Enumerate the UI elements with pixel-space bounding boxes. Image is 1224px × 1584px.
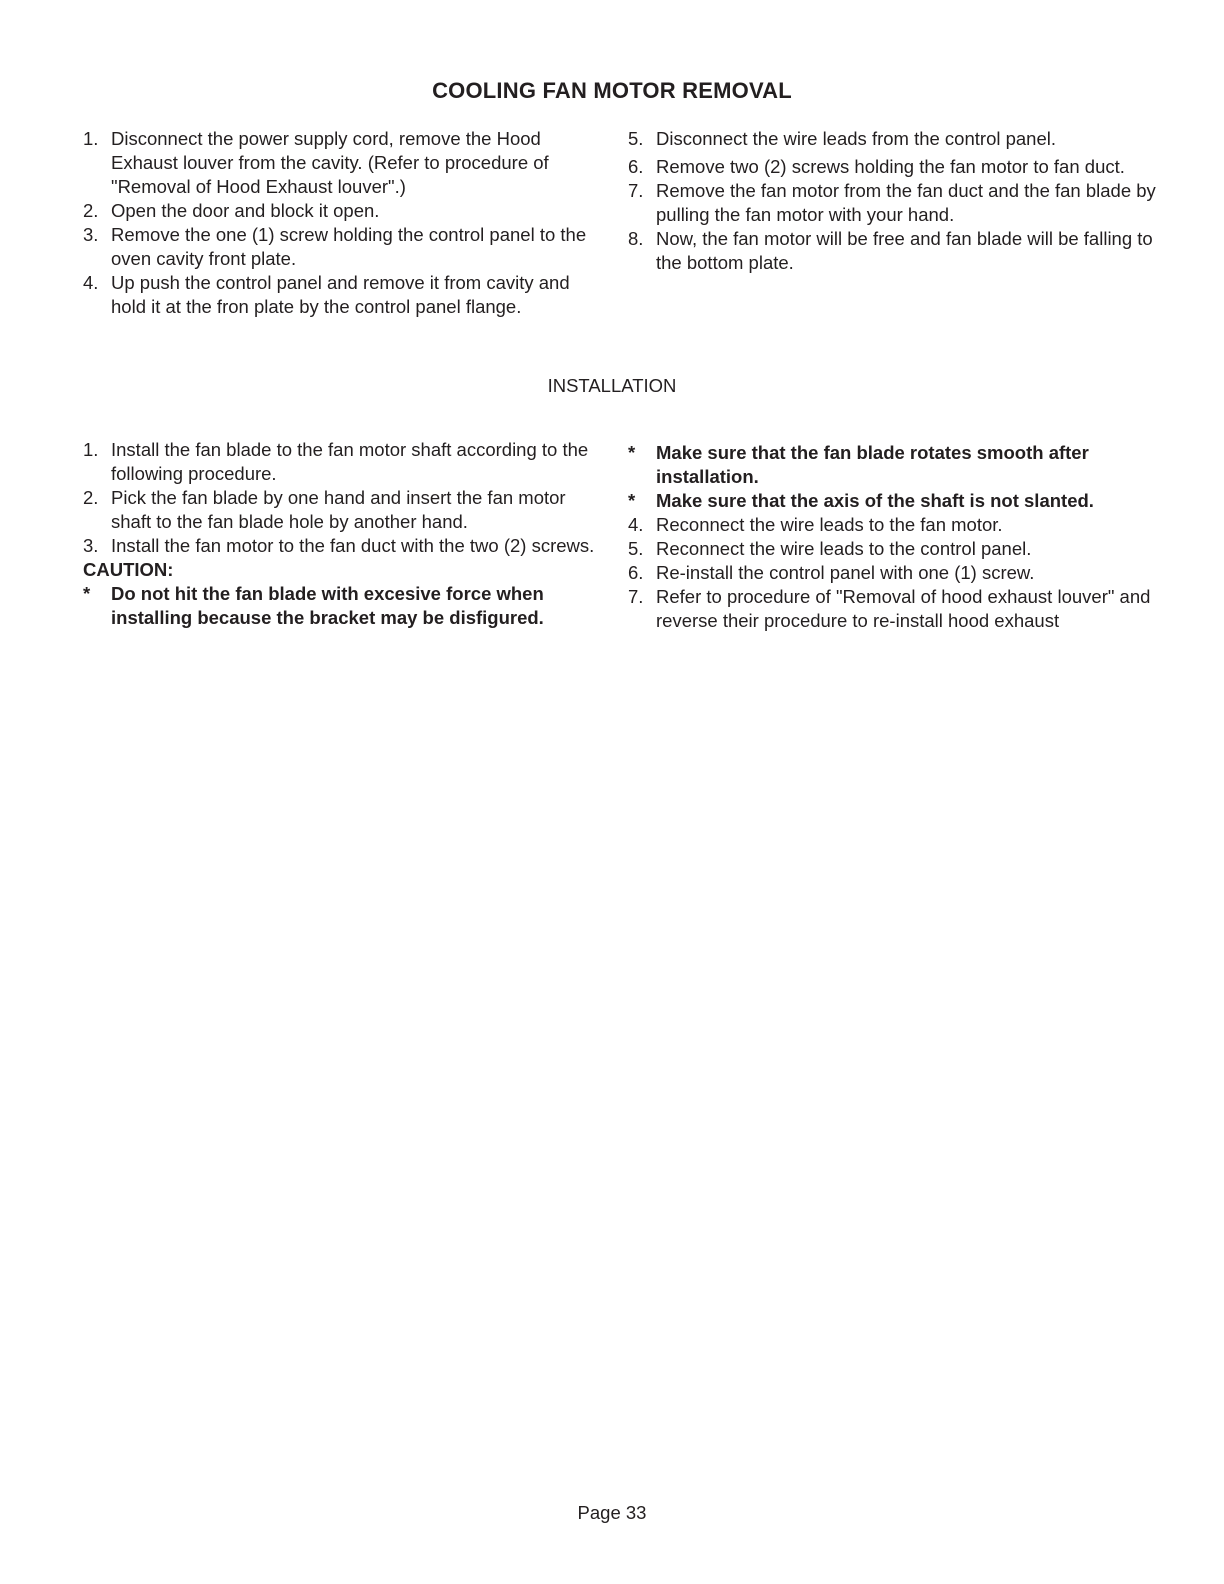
step-number: 8. [628, 228, 644, 249]
step-text: Remove the one (1) screw holding the control panel to the oven cavity front plate. [111, 224, 587, 269]
step-text: Pick the fan blade by one hand and insert the fan motor shaft to the fan blade hole by another hand. [111, 487, 566, 532]
step-number: 1. [83, 128, 99, 149]
list-item [83, 534, 608, 558]
page-title: COOLING FAN MOTOR REMOVAL [432, 78, 792, 103]
step-number: 6. [628, 562, 644, 583]
step-text: Disconnect the power supply cord, remove the Hood Exhaust louver from the cavity. (Refer to procedure of "Removal of Hood Exhaust louver".) [111, 128, 549, 197]
bullet-marker: * [628, 490, 636, 511]
list-item [628, 561, 1158, 585]
step-text: Install the fan blade to the fan motor shaft according to the following procedure. [111, 439, 589, 484]
installation-steps-left [83, 438, 608, 630]
note-text: Make sure that the fan blade rotates smooth after installation. [656, 442, 1089, 487]
list-item [83, 199, 608, 223]
note-item [628, 441, 1158, 489]
list-item [628, 585, 1158, 633]
list-item [628, 179, 1158, 227]
list-item [83, 271, 608, 319]
step-number: 4. [83, 272, 99, 293]
step-text: Remove two (2) screws holding the fan motor to fan duct. [656, 156, 1125, 177]
step-number: 3. [83, 535, 99, 556]
step-number: 6. [628, 156, 644, 177]
step-text: Disconnect the wire leads from the control panel. [656, 128, 1057, 149]
list-item [83, 223, 608, 271]
removal-steps-right [628, 127, 1158, 275]
step-text: Re-install the control panel with one (1) screw. [656, 562, 1035, 583]
step-text: Refer to procedure of "Removal of hood exhaust louver" and reverse their procedure to re-install hood exhaust [656, 586, 1151, 631]
caution-label: CAUTION: [83, 559, 174, 580]
step-text: Open the door and block it open. [111, 200, 380, 221]
step-number: 4. [628, 514, 644, 535]
installation-steps-right [628, 441, 1158, 633]
list-item [628, 227, 1158, 275]
step-number: 7. [628, 180, 644, 201]
list-item [628, 537, 1158, 561]
step-text: Install the fan motor to the fan duct with the two (2) screws. [111, 535, 595, 556]
step-number: 5. [628, 128, 644, 149]
step-number: 7. [628, 586, 644, 607]
step-number: 2. [83, 487, 99, 508]
page-number: Page 33 [577, 1502, 647, 1523]
caution-text: Do not hit the fan blade with excesive force when installing because the bracket may be disfigured. [111, 583, 544, 628]
step-number: 1. [83, 439, 99, 460]
list-item [628, 155, 1158, 179]
removal-steps-left [83, 127, 608, 319]
step-text: Reconnect the wire leads to the control panel. [656, 538, 1032, 559]
step-text: Remove the fan motor from the fan duct and the fan blade by pulling the fan motor with your hand. [656, 180, 1156, 225]
list-item [628, 127, 1158, 151]
installation-heading: INSTALLATION [547, 375, 677, 396]
list-item [628, 513, 1158, 537]
list-item [83, 486, 608, 534]
step-text: Reconnect the wire leads to the fan motor. [656, 514, 1003, 535]
note-text: Make sure that the axis of the shaft is not slanted. [656, 490, 1094, 511]
note-item [628, 489, 1158, 513]
step-text: Now, the fan motor will be free and fan blade will be falling to the bottom plate. [656, 228, 1153, 273]
step-text: Up push the control panel and remove it from cavity and hold it at the fron plate by the control panel flange. [111, 272, 570, 317]
list-item [83, 127, 608, 199]
bullet-marker: * [83, 583, 91, 604]
bullet-marker: * [628, 442, 636, 463]
step-number: 5. [628, 538, 644, 559]
step-number: 2. [83, 200, 99, 221]
list-item [83, 438, 608, 486]
step-number: 3. [83, 224, 99, 245]
caution-item [83, 582, 608, 630]
